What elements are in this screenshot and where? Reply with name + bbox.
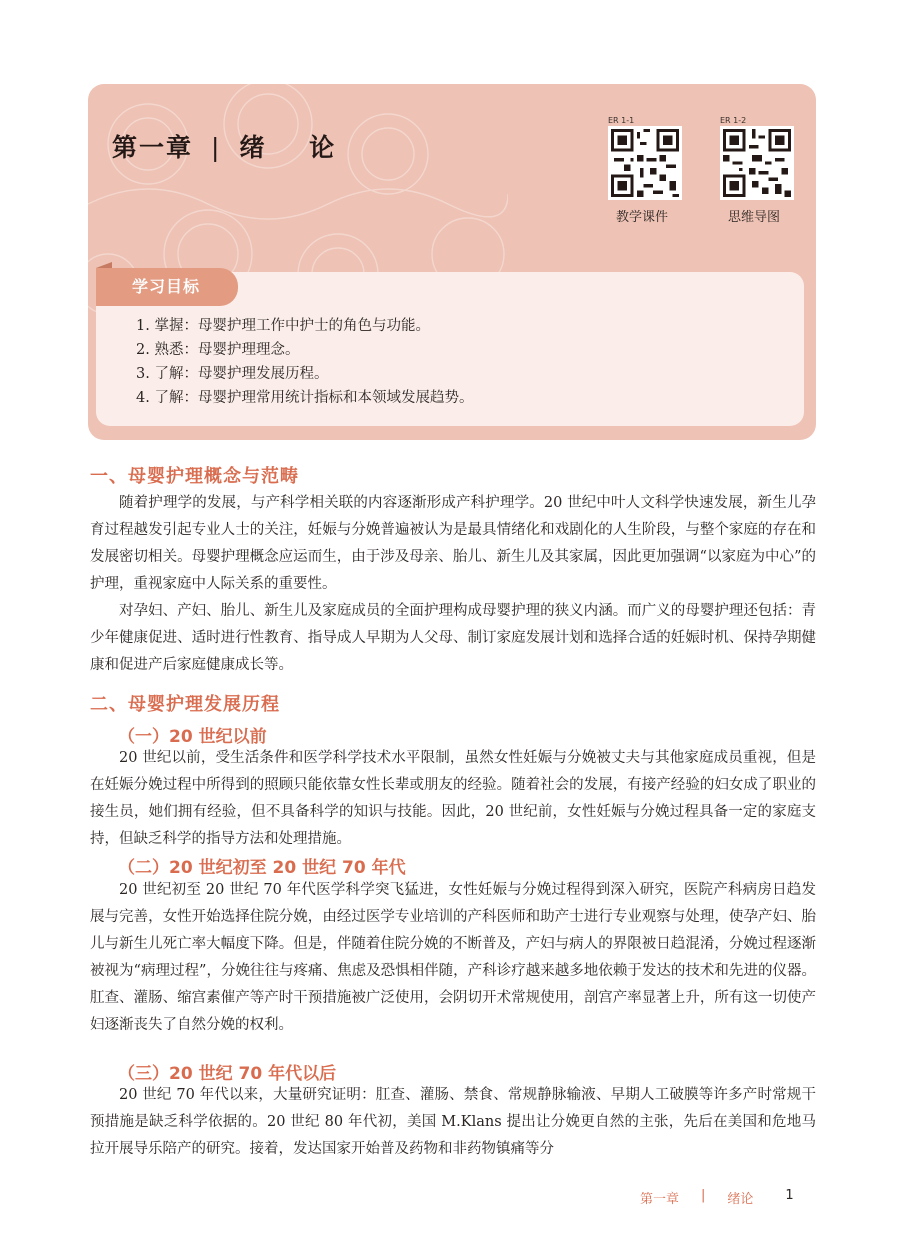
section-heading-1: 一、母婴护理概念与范畴 <box>90 466 299 487</box>
paragraph: 20 世纪初至 20 世纪 70 年代医学科学突飞猛进，女性妊娠与分娩过程得到深入研究，医院产科病房日趋发展与完善，女性开始选择住院分娩，由经过医学专业培训的产科医师和助产士进行专业观察与处理，使孕产妇、胎儿与新生儿死亡率大幅度下降。但是，伴随着住院分娩的不断普及，产妇与病人的界限被日趋混淆，分娩过程逐渐被视为“病理过程”，分娩往往与疼痛、焦虑及恐惧相伴随，产科诊疗越来越多地依赖于发达的技术和先进的仪器。肛查、灌肠、缩宫素催产等产时干预措施被广泛使用，会阴切开术常规使用，剖宫产率显著上升，所有这一切使产妇逐渐丧失了自然分娩的权利。 <box>90 882 816 1033</box>
paragraph: 20 世纪 70 年代以来，大量研究证明：肛查、灌肠、禁食、常规静脉输液、早期人工破膜等许多产时常规干预措施是缺乏科学依据的。20 世纪 80 年代初，美国 M.Klans 提出让分娩更自然的主张，先后在美国和危地马拉开展导乐陪产的研究。接着，发达国家开始普及药物和非药物镇痛等分 <box>90 1087 816 1157</box>
chapter-label: 第一章 <box>112 133 194 162</box>
qr-code-id: ER 1-1 <box>608 116 635 125</box>
section-heading-2: 二、母婴护理发展历程 <box>90 694 280 715</box>
learning-objectives-title: 学习目标 <box>96 268 238 306</box>
chapter-name: 绪 论 <box>239 133 353 162</box>
qr-mindmap[interactable] <box>720 116 800 225</box>
footer-chapter: 第一章 <box>640 1192 680 1207</box>
qr-courseware[interactable] <box>608 116 688 225</box>
title-separator: | <box>211 133 222 162</box>
page-number: 1 <box>785 1188 794 1203</box>
qr-code-id: ER 1-2 <box>720 116 747 125</box>
paragraph: 20 世纪以前，受生活条件和医学科学技术水平限制，虽然女性妊娠与分娩被丈夫与其他家庭成员重视，但是在妊娠分娩过程中所得到的照顾只能依靠女性长辈或朋友的经验。随着社会的发展，有接产经验的妇女成了职业的接生员，她们拥有经验，但不具备科学的知识与技能。因此，20 世纪前，女性妊娠与分娩过程具备一定的家庭支持，但缺乏科学的指导方法和处理措施。 <box>90 750 816 847</box>
paragraph: 对孕妇、产妇、胎儿、新生儿及家庭成员的全面护理构成母婴护理的狭义内涵。而广义的母婴护理还包括：青少年健康促进、适时进行性教育、指导成人早期为人父母、制订家庭发展计划和选择合适的妊娠时机、保持孕期健康和促进产后家庭健康成长等。 <box>90 603 816 673</box>
qr-code-icon[interactable] <box>608 126 682 200</box>
qr-caption-mindmap: 思维导图 <box>728 210 781 225</box>
qr-code-icon[interactable] <box>720 126 794 200</box>
chapter-title <box>112 128 352 164</box>
qr-caption-courseware: 教学课件 <box>616 210 669 225</box>
objectives-list <box>136 314 473 410</box>
objective-item: 2. 熟悉：母婴护理理念。 <box>136 342 300 358</box>
objective-item: 1. 掌握：母婴护理工作中护士的角色与功能。 <box>136 318 430 334</box>
subsection-heading-1: （一）20 世纪以前 <box>118 727 267 747</box>
chapter-header-card <box>88 84 816 440</box>
objective-item: 3. 了解：母婴护理发展历程。 <box>136 366 329 382</box>
footer-separator: | <box>701 1188 706 1203</box>
page-footer <box>640 1188 830 1207</box>
paragraph: 随着护理学的发展，与产科学相关联的内容逐渐形成产科护理学。20 世纪中叶人文科学快速发展，新生儿孕育过程越发引起专业人士的关注，妊娠与分娩普遍被认为是最具情绪化和戏剧化的人生阶段，与整个家庭的存在和发展密切相关。母婴护理概念应运而生，由于涉及母亲、胎儿、新生儿及其家属，因此更加强调“以家庭为中心”的护理，重视家庭中人际关系的重要性。 <box>90 495 816 592</box>
footer-title: 绪论 <box>727 1192 754 1207</box>
objective-item: 4. 了解：母婴护理常用统计指标和本领域发展趋势。 <box>136 390 474 406</box>
subsection-heading-2: （二）20 世纪初至 20 世纪 70 年代 <box>118 858 406 878</box>
subsection-heading-3: （三）20 世纪 70 年代以后 <box>118 1064 337 1084</box>
